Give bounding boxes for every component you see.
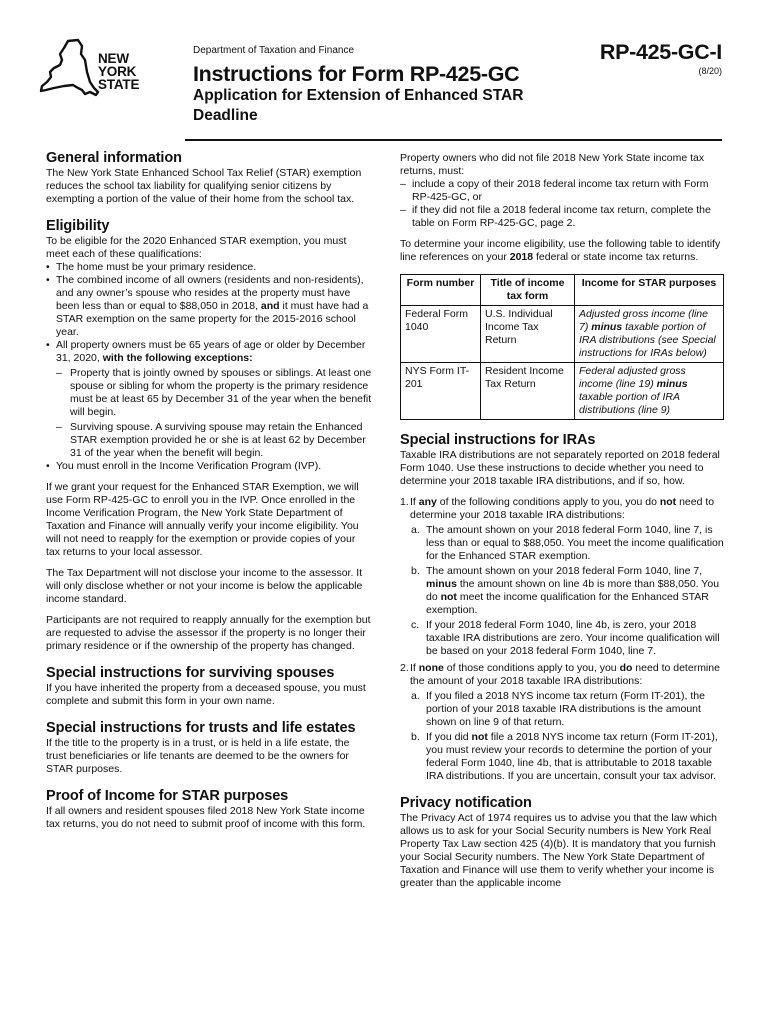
section-heading: Eligibility	[46, 218, 110, 234]
section-heading: Special instructions for trusts and life estates	[46, 720, 356, 736]
paragraph: If all owners and resident spouses filed 2018 New York State income tax returns, you do not need to submit proof of income with this form.	[46, 805, 366, 830]
eligibility-section	[46, 218, 372, 653]
form-number: RP-425-GC-I	[599, 40, 722, 64]
table-cell: Federal Form 1040	[401, 306, 481, 363]
list-item: b. The amount shown on your 2018 federal Form 1040, line 7, minus the amount shown on line 4b is more than $88,050. You do not meet the income qualification for the Enhanced STAR exemption.	[411, 565, 720, 616]
document-subtitle: Application for Extension of Enhanced STAR Deadline	[193, 87, 524, 124]
column-header: Income for STAR purposes	[575, 275, 724, 306]
table-cell: U.S. Individual Income Tax Return	[481, 306, 575, 363]
header-divider	[185, 139, 722, 141]
privacy-notification-section	[400, 795, 724, 890]
paragraph: The New York State Enhanced School Tax Relief (STAR) exemption reduces the school tax liability for qualifying senior citizens by exempting a portion of the value of their home from the school tax.	[46, 167, 362, 205]
ira-conditions-list	[400, 496, 724, 783]
new-york-state-map-icon	[38, 38, 100, 108]
list-item: • You must enroll in the Income Verification Program (IVP).	[46, 460, 372, 473]
paragraph: The Privacy Act of 1974 requires us to advise you that the law which allows us to ask for your Social Security numbers is New York Real Property Tax Law section 425 (4)(b). It is mandatory that you furnish your Social Security numbers. The New York State Department of Taxation and Finance will use them to verify whether your income is greater than the applicable income	[400, 812, 717, 889]
section-heading: Special instructions for surviving spouses	[46, 665, 335, 681]
trusts-section	[46, 720, 372, 776]
list-item: • All property owners must be 65 years of age or older by December 31, 2020, with the following exceptions: – Property that is jointly owned by spouses or siblings. At least one spouse or sibling for whom the property is the primary residence must be at least 65 by December 31 of the year when the benefit will begin. – Surviving spouse. A surviving spouse may retain the Enhanced STAR exemption provided he or she is at least 62 by December 31 of the year when the benefit will begin.	[46, 339, 372, 460]
paragraph: The Tax Department will not disclose your income to the assessor. It will only disclose whether or not your income is below the applicable income standard.	[46, 567, 363, 605]
paragraph: If the title to the property is in a trust, or is held in a life estate, the trust beneficiaries or life tenants are deemed to be the owners for STAR purposes.	[46, 737, 350, 775]
list-item: – include a copy of their 2018 federal income tax return with Form RP-425-GC, or	[400, 178, 724, 204]
department-name: Department of Taxation and Finance	[193, 45, 355, 56]
logo-text-state: STATE	[98, 77, 140, 92]
eligibility-list	[46, 261, 372, 473]
table-cell: Resident Income Tax Return	[481, 363, 575, 420]
list-item: • The combined income of all owners (residents and non-residents), and any owner’s spouse who resides at the property must have been less than or equal to $88,050 in 2018, and it must have had a STAR exemption on the same property for the 2015-2016 school year.	[46, 274, 372, 339]
table-row	[401, 363, 724, 420]
table-header-row	[401, 275, 724, 306]
table-row	[401, 306, 724, 363]
section-heading: General information	[46, 150, 182, 166]
list-item: 1. If any of the following conditions apply to you, you do not need to determine your 2018 taxable IRA distributions: a. The amount shown on your 2018 federal Form 1040, line 7, is less than or equal to $88,050. You meet the income qualification for the Enhanced STAR exemption. b. The amount shown on your 2018 federal Form 1040, line 7, minus the amount shown on line 4b is more than $88,050. You do not meet the income qualification for the Enhanced STAR exemption. c. If your 2018 federal Form 1040, line 4b, is zero, your 2018 taxable IRA distributions are zero. Your income qualification will be based on your 2018 federal Form 1040, line 7.	[400, 496, 724, 657]
document-title: Instructions for Form RP-425-GC	[193, 62, 520, 86]
list-item: a. The amount shown on your 2018 federal Form 1040, line 7, is less than or equal to $88,050. You meet the income qualification for the Enhanced STAR exemption.	[411, 524, 724, 562]
list-item: a. If you filed a 2018 NYS income tax return (Form IT-201), the portion of your 2018 taxable IRA distributions is the amount shown on line 9 of that return.	[411, 690, 705, 728]
paragraph: Participants are not required to reapply annually for the exemption but are requested to advise the assessor if the property is no longer their primary residence or if the ownership of the property has changed.	[46, 614, 371, 652]
right-column	[400, 152, 724, 890]
table-cell: Federal adjusted gross income (line 19) minus taxable portion of IRA distributions (line 9)	[575, 363, 724, 420]
requirements-list	[400, 178, 724, 230]
exceptions-list	[56, 367, 372, 460]
list-item: • The home must be your primary residence.	[46, 261, 372, 274]
ira-instructions-section	[400, 432, 724, 783]
nys-logo	[38, 38, 148, 110]
paragraph: To be eligible for the 2020 Enhanced STAR exemption, you must meet each of these qualifications:	[46, 235, 347, 260]
section-heading: Special instructions for IRAs	[400, 432, 596, 448]
sub-list	[411, 690, 724, 783]
column-header: Form number	[401, 275, 481, 306]
page-header	[0, 0, 770, 142]
paragraph: If we grant your request for the Enhanced STAR Exemption, we will use Form RP-425-GC to enroll you in the IVP. Once enrolled in the Income Verification Program, the New York State Department of Taxation and Finance will annually verify your income eligibility. You will not need to reapply for the exemption or provide copies of your tax returns to your local assessor.	[46, 481, 359, 558]
table-cell: NYS Form IT-201	[401, 363, 481, 420]
paragraph: Property owners who did not file 2018 New York State income tax returns, must:	[400, 152, 705, 177]
list-item: c. If your 2018 federal Form 1040, line 4b, is zero, your 2018 taxable IRA distributions are zero. Your income qualification will be based on your 2018 federal Form 1040, line 7.	[411, 619, 720, 657]
section-heading: Privacy notification	[400, 795, 532, 811]
proof-of-income-section	[46, 788, 372, 831]
paragraph: Taxable IRA distributions are not separately reported on 2018 federal Form 1040. Use these instructions to decide whether you need to determine your 2018 taxable IRA distributions, and if so, how.	[400, 449, 720, 487]
paragraph: If you have inherited the property from a deceased spouse, you must complete and submit this form in your own name.	[46, 682, 366, 707]
surviving-spouses-section	[46, 665, 372, 708]
list-item: – Property that is jointly owned by spouses or siblings. At least one spouse or sibling for whom the property is the primary residence must be at least 65 by December 31 of the year when the benefit will begin.	[56, 367, 372, 419]
table-cell: Adjusted gross income (line 7) minus taxable portion of IRA distributions (see Special instructions for IRAs below)	[575, 306, 724, 363]
logo-text-york: YORK	[98, 64, 137, 79]
sub-list	[411, 524, 724, 658]
form-revision-date: (8/20)	[698, 66, 722, 76]
paragraph: To determine your income eligibility, use the following table to identify line references on your 2018 federal or state income tax returns.	[400, 238, 721, 263]
logo-text-new: NEW	[98, 51, 129, 66]
list-item: b. If you did not file a 2018 NYS income tax return (Form IT-201), you must review your records to determine the portion of your federal Form 1040, line 4b, that is attributable to 2018 taxable IRA distributions. If you are uncertain, consult your tax advisor.	[411, 731, 718, 782]
list-item: – Surviving spouse. A surviving spouse may retain the Enhanced STAR exemption provided he or she is at least 62 by December 31 of the year when the benefit will begin.	[56, 421, 372, 460]
list-item: – if they did not file a 2018 federal income tax return, complete the table on Form RP-425-GC, page 2.	[400, 204, 724, 230]
income-reference-table	[400, 274, 724, 420]
left-column	[46, 150, 372, 831]
list-item: 2. If none of those conditions apply to you, you do need to determine the amount of your 2018 taxable IRA distributions: a. If you filed a 2018 NYS income tax return (Form IT-201), the portion of your 2018 taxable IRA distributions is the amount shown on line 9 of that return. b. If you did not file a 2018 NYS income tax return (Form IT-201), you must review your records to determine the portion of your federal Form 1040, line 4b, that is attributable to 2018 taxable IRA distributions. If you are uncertain, consult your tax advisor.	[400, 662, 724, 783]
general-information-section	[46, 150, 372, 206]
column-header: Title of income tax form	[481, 275, 575, 306]
section-heading: Proof of Income for STAR purposes	[46, 788, 289, 804]
